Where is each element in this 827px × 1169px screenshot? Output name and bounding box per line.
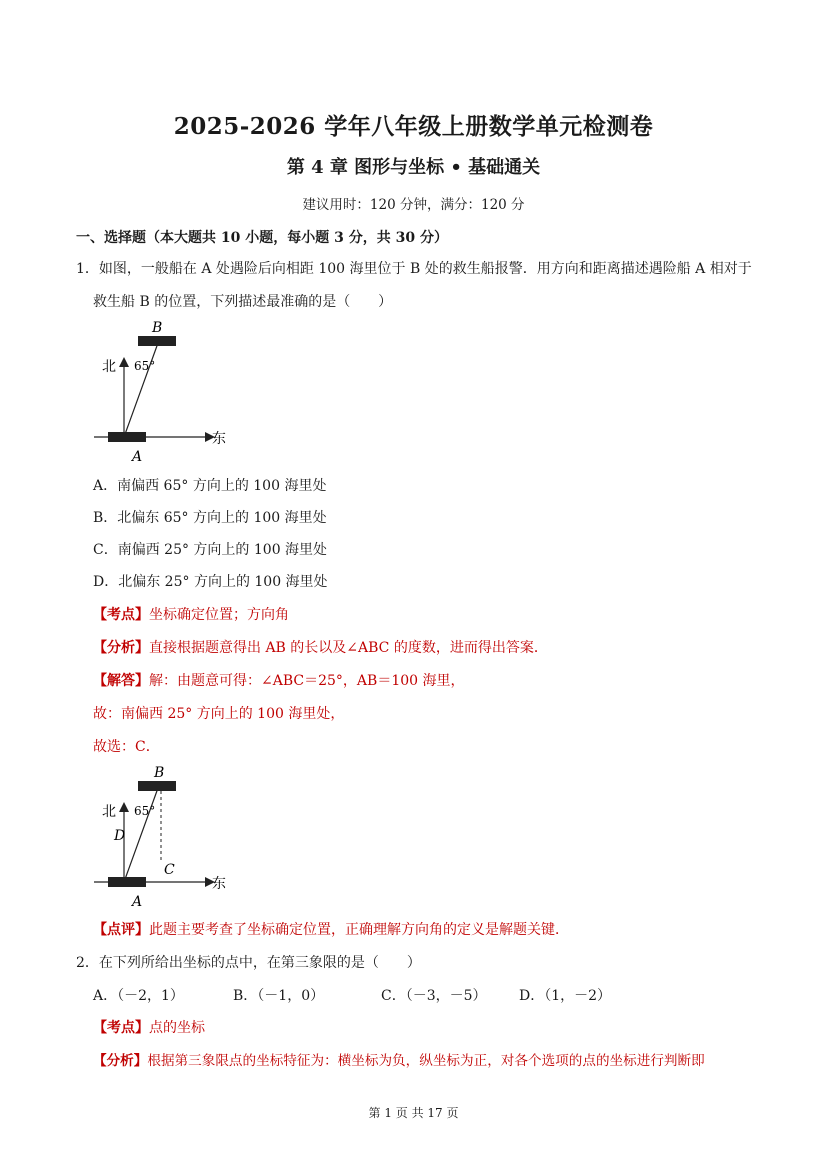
label-c: C bbox=[164, 862, 175, 878]
ship-b bbox=[138, 336, 176, 346]
q2-option-d: D．（1，－2） bbox=[519, 988, 612, 1004]
kaodian-text: 点的坐标 bbox=[149, 1020, 205, 1036]
chapter-subtitle: 第 4 章 图形与坐标 • 基础通关 bbox=[286, 157, 541, 178]
fenxi-tag: 【分析】 bbox=[93, 640, 149, 656]
north-arrow-icon bbox=[119, 802, 129, 812]
kaodian-text: 坐标确定位置；方向角 bbox=[149, 607, 289, 623]
q2-kaodian bbox=[93, 1017, 205, 1037]
q1-figure bbox=[90, 315, 240, 465]
line-ab bbox=[124, 343, 158, 437]
q1-solution-figure bbox=[90, 760, 240, 912]
q1-kaodian bbox=[93, 604, 289, 624]
fenxi-text: 直接根据题意得出 AB 的长以及∠ABC 的度数，进而得出答案． bbox=[149, 640, 548, 656]
q1-option-c: C．南偏西 25° 方向上的 100 海里处 bbox=[93, 542, 328, 558]
label-d: D bbox=[114, 828, 126, 844]
q2-option-a: A．（－2，1） bbox=[93, 988, 184, 1004]
q2-option-b: B．（－1，0） bbox=[233, 988, 325, 1004]
kaodian-tag: 【考点】 bbox=[93, 1020, 149, 1036]
jieda-tag: 【解答】 bbox=[93, 673, 149, 689]
label-east: 东 bbox=[212, 876, 226, 892]
page-number: 第 1 页 共 17 页 bbox=[368, 1106, 459, 1120]
ship-a bbox=[108, 432, 146, 442]
q1-dianping bbox=[93, 919, 569, 939]
ship-a bbox=[108, 877, 146, 887]
fenxi-text: 根据第三象限点的坐标特征为：横坐标为负，纵坐标为正，对各个选项的点的坐标进行判断即 bbox=[147, 1053, 705, 1069]
fenxi-tag: 【分析】 bbox=[93, 1053, 148, 1069]
dianping-tag: 【点评】 bbox=[93, 922, 149, 938]
section-heading: 一、选择题（本大题共 10 小题，每小题 3 分，共 30 分） bbox=[76, 230, 448, 246]
q1-option-a: A．南偏西 65° 方向上的 100 海里处 bbox=[93, 478, 327, 494]
label-a: A bbox=[132, 894, 143, 910]
label-angle: 65° bbox=[134, 804, 156, 818]
label-north: 北 bbox=[102, 804, 116, 820]
dianping-text: 此题主要考查了坐标确定位置，正确理解方向角的定义是解题关键． bbox=[149, 922, 569, 938]
q1-stem-line1: 1．如图，一般船在 A 处遇险后向相距 100 海里位于 B 处的救生船报警．用方向和距离描述遇险船 A 相对于 bbox=[76, 261, 752, 277]
q1-jieda bbox=[93, 670, 465, 690]
exam-info: 建议用时：120 分钟，满分：120 分 bbox=[302, 197, 525, 213]
q1-option-b: B．北偏东 65° 方向上的 100 海里处 bbox=[93, 510, 327, 526]
line-ab bbox=[124, 788, 158, 882]
label-angle: 65° bbox=[134, 359, 156, 373]
q2-stem: 2．在下列所给出坐标的点中，在第三象限的是（ ） bbox=[76, 955, 421, 971]
q1-fenxi bbox=[93, 637, 548, 657]
label-east: 东 bbox=[212, 431, 226, 447]
page-title: 2025-2026 学年八年级上册数学单元检测卷 bbox=[173, 113, 654, 140]
jieda-text: 解：由题意可得：∠ABC＝25°，AB＝100 海里， bbox=[149, 673, 465, 689]
q2-fenxi bbox=[93, 1049, 705, 1069]
q1-option-d: D．北偏东 25° 方向上的 100 海里处 bbox=[93, 574, 328, 590]
label-north: 北 bbox=[102, 359, 116, 375]
q2-option-c: C．（－3，－5） bbox=[381, 988, 487, 1004]
q1-stem-line2: 救生船 B 的位置，下列描述最准确的是（ ） bbox=[93, 294, 393, 310]
q1-guxuan: 故选：C． bbox=[93, 739, 160, 755]
ship-b bbox=[138, 781, 176, 791]
q1-gu: 故：南偏西 25° 方向上的 100 海里处， bbox=[93, 706, 345, 722]
kaodian-tag: 【考点】 bbox=[93, 607, 149, 623]
north-arrow-icon bbox=[119, 357, 129, 367]
label-b: B bbox=[154, 765, 165, 781]
label-a: A bbox=[132, 449, 143, 465]
label-b: B bbox=[152, 320, 163, 336]
